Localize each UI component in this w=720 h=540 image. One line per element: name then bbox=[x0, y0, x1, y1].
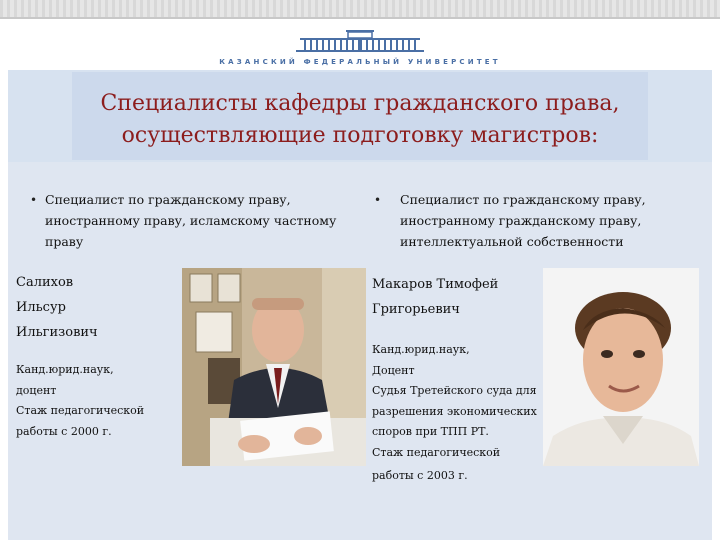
spec-line: Специалист по гражданскому праву, bbox=[400, 192, 646, 207]
university-building-logo-icon bbox=[296, 28, 424, 54]
name-line: Григорьевич bbox=[372, 302, 460, 317]
portrait-makarov-icon bbox=[543, 268, 699, 466]
info-line: доцент bbox=[16, 383, 57, 397]
left-specialization bbox=[45, 189, 375, 252]
info-line: работы с 2003 г. bbox=[372, 469, 468, 482]
slide-title bbox=[60, 88, 660, 152]
decorative-top-band bbox=[0, 0, 720, 18]
top-divider bbox=[0, 17, 720, 19]
title-line: Специалисты кафедры гражданского права, bbox=[100, 91, 620, 116]
university-name: КАЗАНСКИЙ ФЕДЕРАЛЬНЫЙ УНИВЕРСИТЕТ bbox=[219, 58, 501, 66]
bullet-icon: • bbox=[374, 193, 382, 207]
info-line: Канд.юрид.наук, bbox=[16, 363, 114, 376]
university-header bbox=[0, 22, 720, 70]
right-person-info bbox=[372, 340, 552, 487]
info-line: споров при ТПП РТ. bbox=[372, 425, 489, 438]
name-line: Макаров Тимофей bbox=[372, 277, 499, 292]
bullet-icon: • bbox=[30, 193, 38, 207]
info-line: Судья Третейского суда для bbox=[372, 384, 537, 397]
spec-line: Специалист по гражданскому праву, bbox=[45, 192, 291, 207]
info-line: Канд.юрид.наук, bbox=[372, 343, 470, 356]
name-line: Ильсур bbox=[16, 300, 66, 315]
info-line: разрешения экономических bbox=[372, 404, 537, 418]
spec-line: иностранному праву, исламскому частному bbox=[45, 213, 337, 228]
title-line: осуществляющие подготовку магистров: bbox=[121, 123, 599, 148]
info-line: Стаж педагогической bbox=[16, 404, 145, 417]
info-line: работы с 2000 г. bbox=[16, 424, 112, 438]
info-line: Стаж педагогической bbox=[372, 445, 501, 459]
spec-line: иностранному гражданскому праву, bbox=[400, 213, 642, 228]
info-line: Доцент bbox=[372, 363, 415, 377]
name-line: Салихов bbox=[16, 275, 74, 290]
spec-line: праву bbox=[45, 234, 84, 249]
left-person-info bbox=[16, 360, 186, 442]
spec-line: интеллектуальной собственности bbox=[400, 234, 624, 249]
portrait-photo-salikhov bbox=[182, 268, 366, 466]
left-person-name bbox=[16, 270, 176, 345]
name-line: Ильгизович bbox=[16, 325, 98, 340]
right-specialization bbox=[400, 189, 700, 252]
portrait-photo-makarov bbox=[543, 268, 699, 466]
portrait-salikhov-icon bbox=[182, 268, 366, 466]
right-person-name bbox=[372, 272, 552, 322]
